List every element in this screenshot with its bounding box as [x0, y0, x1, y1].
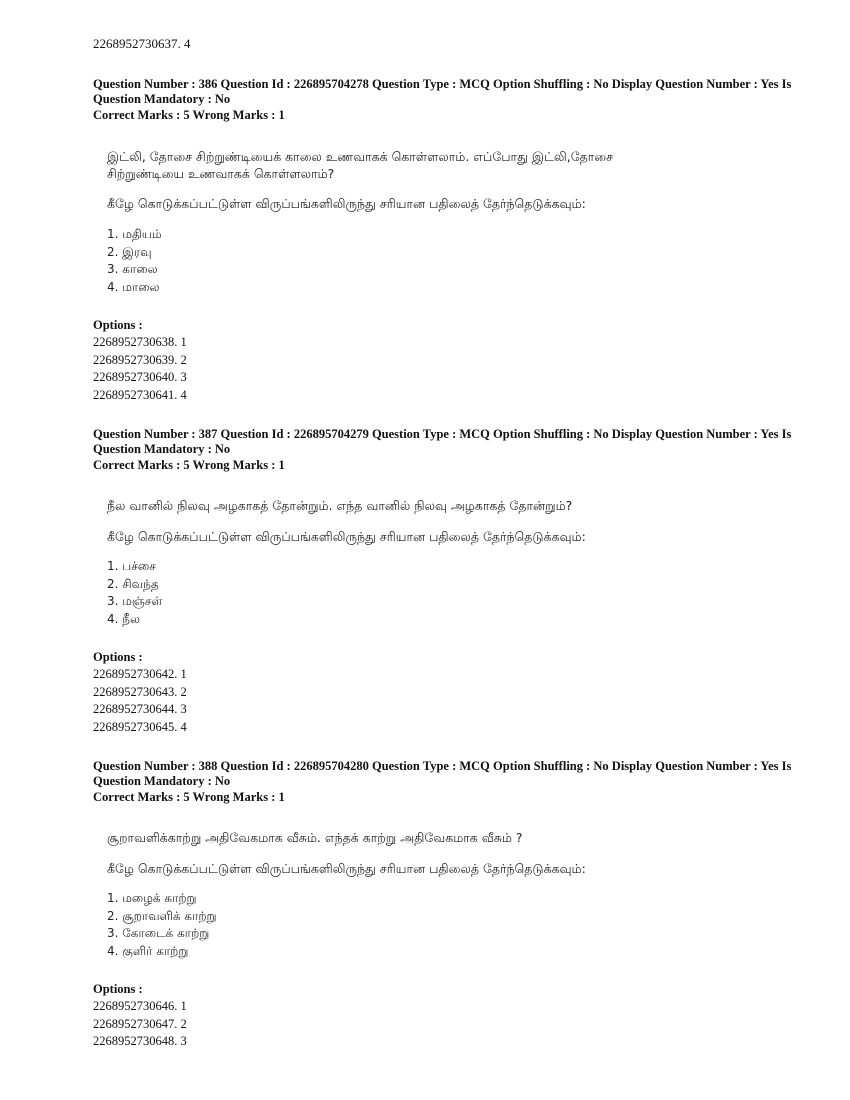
question-marks: Correct Marks : 5 Wrong Marks : 1 [93, 790, 285, 804]
question-meta-line: Question Number : 388 Question Id : 226895704280 Question Type : MCQ Option Shuffling : No Display Question Number : Yes Is [93, 759, 792, 773]
options-label: Options : [93, 318, 143, 332]
choice-item: 1. மழைக் காற்று [107, 891, 197, 905]
question-meta-line: Question Number : 386 Question Id : 226895704278 Question Type : MCQ Option Shuffling : No Display Question Number : Yes Is [93, 77, 792, 91]
option-id: 2268952730644. 3 [93, 702, 187, 716]
option-id: 2268952730642. 1 [93, 667, 187, 681]
choice-item: 3. மஞ்சள் [107, 594, 163, 608]
choice-list [107, 558, 162, 628]
question-meta-line: Question Number : 387 Question Id : 226895704279 Question Type : MCQ Option Shuffling : No Display Question Number : Yes Is [93, 427, 792, 441]
question-instruction: கீழே கொடுக்கப்பட்டுள்ள விருப்பங்களிலிருந்து சரியான பதிலைத் தேர்ந்தெடுக்கவும்: [107, 196, 586, 211]
choice-item: 2. சிவந்த [107, 576, 159, 591]
choice-item: 3. காலை [107, 262, 158, 276]
option-id: 2268952730641. 4 [93, 387, 187, 402]
option-id-list [93, 998, 187, 1051]
options-label: Options : [93, 650, 143, 664]
option-id: 2268952730648. 3 [93, 1034, 187, 1048]
question-text-cont: சிற்றுண்டியை உணவாகக் கொள்ளலாம்? [107, 166, 335, 181]
choice-item: 2. இரவு [107, 244, 152, 259]
option-id: 2268952730639. 2 [93, 352, 187, 367]
choice-item: 3. கோடைக் காற்று [107, 926, 210, 940]
question-mandatory: Question Mandatory : No [93, 92, 231, 106]
option-id-list [93, 334, 187, 404]
question-text: இட்லி, தோசை சிற்றுண்டியைக் காலை உணவாகக் கொள்ளலாம். எப்போது இட்லி,தோசை [107, 149, 613, 164]
option-id: 2268952730647. 2 [93, 1016, 187, 1031]
question-mandatory: Question Mandatory : No [93, 442, 231, 456]
choice-item: 1. பச்சை [107, 559, 156, 573]
option-id-list [93, 666, 187, 736]
option-id: 2268952730640. 3 [93, 370, 187, 384]
question-marks: Correct Marks : 5 Wrong Marks : 1 [93, 458, 285, 472]
previous-option-id: 2268952730637. 4 [93, 36, 191, 51]
question-mandatory: Question Mandatory : No [93, 774, 231, 788]
choice-item: 4. குளிர் காற்று [107, 943, 189, 958]
question-marks: Correct Marks : 5 Wrong Marks : 1 [93, 108, 285, 122]
question-instruction: கீழே கொடுக்கப்பட்டுள்ள விருப்பங்களிலிருந்து சரியான பதிலைத் தேர்ந்தெடுக்கவும்: [107, 861, 586, 876]
choice-item: 2. சூறாவளிக் காற்று [107, 908, 217, 923]
option-id: 2268952730645. 4 [93, 719, 187, 734]
choice-item: 4. நீல [107, 611, 140, 626]
choice-list [107, 890, 217, 960]
question-instruction: கீழே கொடுக்கப்பட்டுள்ள விருப்பங்களிலிருந்து சரியான பதிலைத் தேர்ந்தெடுக்கவும்: [107, 529, 586, 544]
question-text: நீல வானில் நிலவு அழகாகத் தோன்றும். எந்த வானில் நிலவு அழகாகத் தோன்றும்? [107, 498, 573, 513]
option-id: 2268952730638. 1 [93, 335, 187, 349]
choice-item: 1. மதியம் [107, 227, 162, 241]
option-id: 2268952730646. 1 [93, 999, 187, 1013]
question-text: சூறாவளிக்காற்று அதிவேகமாக வீசும். எந்தக் காற்று அதிவேகமாக வீசும் ? [107, 830, 523, 845]
choice-item: 4. மாலை [107, 279, 160, 294]
choice-list [107, 226, 162, 296]
options-label: Options : [93, 982, 143, 996]
option-id: 2268952730643. 2 [93, 684, 187, 699]
